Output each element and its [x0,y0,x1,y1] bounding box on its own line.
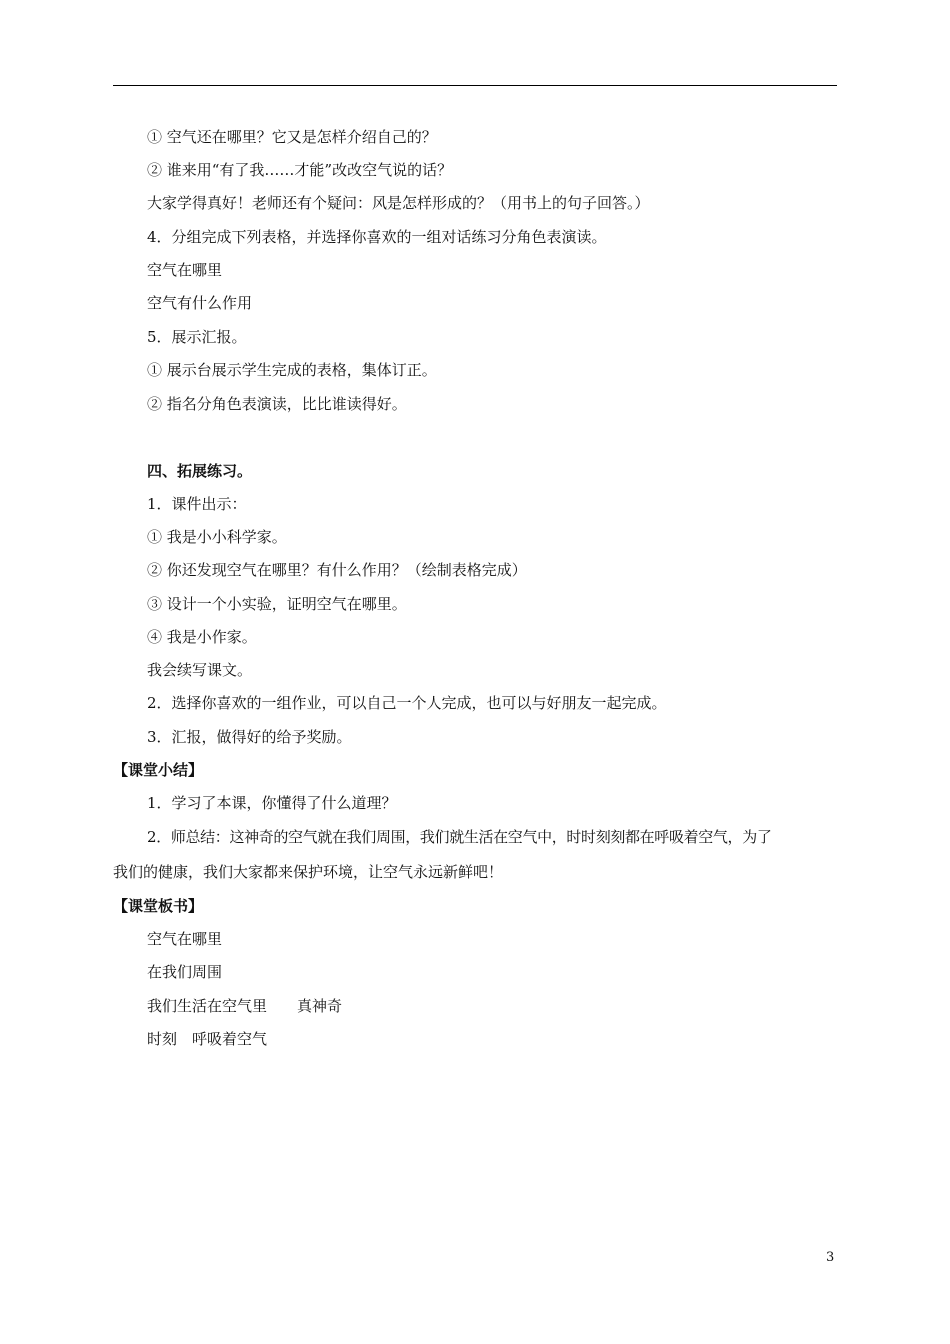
text-line: 大家学得真好！老师还有个疑问：风是怎样形成的？（用书上的句子回答。） [147,194,650,212]
text-line: ③ 设计一个小实验，证明空气在哪里。 [147,595,407,613]
text-line: ④ 我是小作家。 [147,628,257,646]
text-line: 我们的健康，我们大家都来保护环境，让空气永远新鲜吧！ [113,863,504,881]
section-heading: 四、拓展练习。 [147,462,253,480]
text-line: 3．汇报，做得好的给予奖励。 [147,728,352,746]
text-line: 4．分组完成下列表格，并选择你喜欢的一组对话练习分角色表演读。 [147,228,607,246]
header-rule [113,85,837,86]
board-line: 空气在哪里 [147,930,223,948]
board-line: 时刻 呼吸着空气 [147,1030,268,1048]
text-line: 5．展示汇报。 [147,328,247,346]
text-line: 2．师总结：这神奇的空气就在我们周围，我们就生活在空气中，时时刻刻都在呼吸着空气，为了 [147,828,772,846]
text-line: 1．学习了本课，你懂得了什么道理？ [147,794,397,812]
text-line: 空气有什么作用 [147,294,253,312]
section-heading: 【课堂板书】 [113,897,204,915]
text-line: ① 空气还在哪里？它又是怎样介绍自己的？ [147,128,437,146]
text-line: ② 谁来用“有了我……才能”改改空气说的话？ [147,161,453,179]
page-number: 3 [826,1250,835,1265]
section-heading: 【课堂小结】 [113,761,204,779]
text-line: ① 展示台展示学生完成的表格，集体订正。 [147,361,437,379]
text-line: ② 指名分角色表演读，比比谁读得好。 [147,395,407,413]
text-line: 1．课件出示： [147,495,247,513]
text-line: 2．选择你喜欢的一组作业，可以自己一个人完成，也可以与好朋友一起完成。 [147,694,667,712]
text-line: ② 你还发现空气在哪里？有什么作用？（绘制表格完成） [147,561,527,579]
board-line: 我们生活在空气里 真神奇 [147,997,343,1015]
text-line: ① 我是小小科学家。 [147,528,287,546]
text-line: 空气在哪里 [147,261,223,279]
board-line: 在我们周围 [147,963,223,981]
text-line: 我会续写课文。 [147,661,253,679]
